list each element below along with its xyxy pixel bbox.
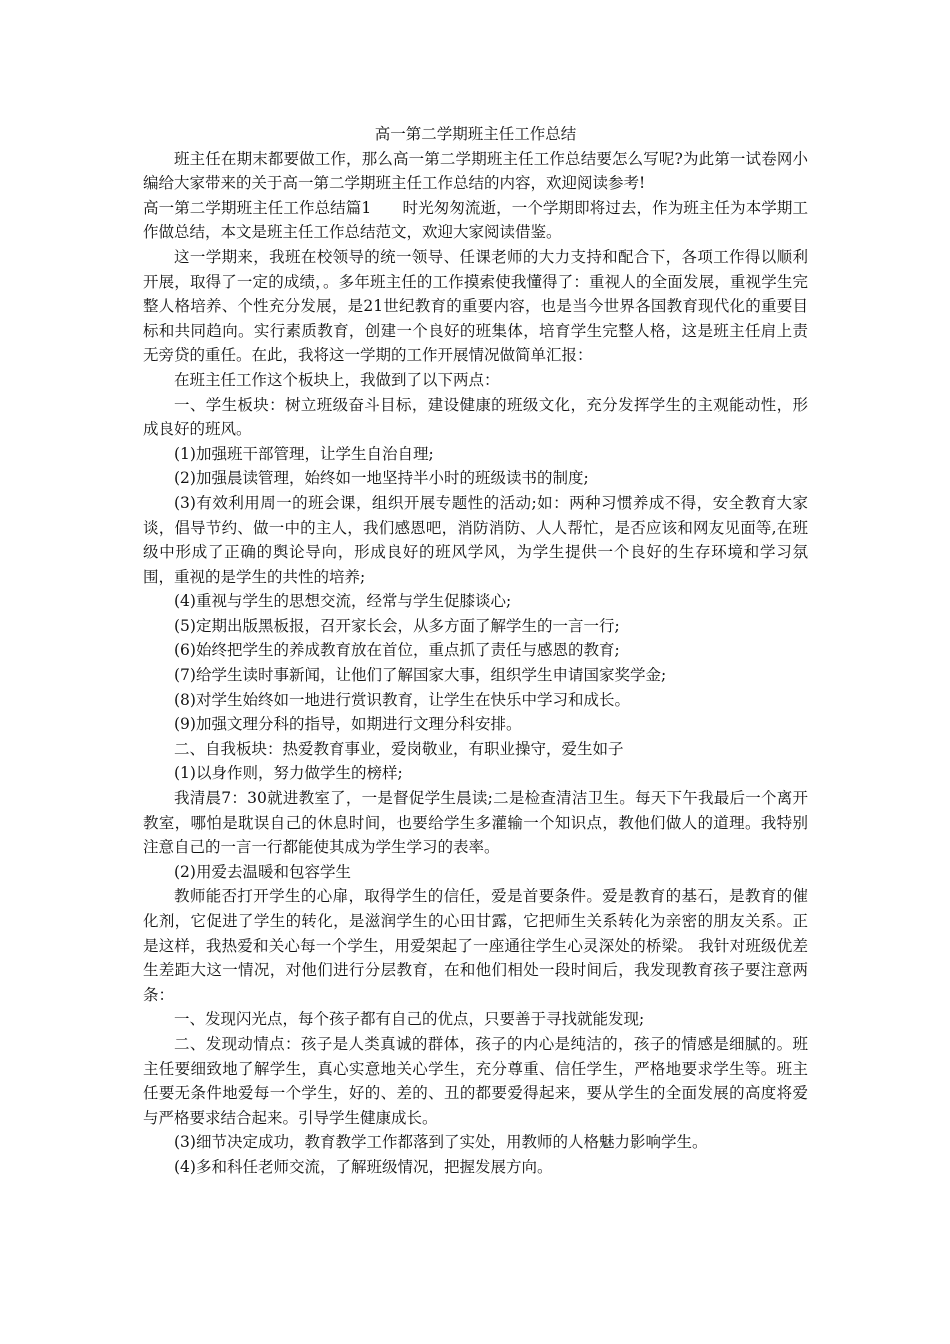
- paragraph: (7)给学生读时事新闻，让他们了解国家大事，组织学生申请国家奖学金;: [174, 666, 667, 685]
- paragraph: (6)始终把学生的养成教育放在首位，重点抓了责任与感恩的教育;: [174, 641, 620, 660]
- paragraph: 我清晨7：30就进教室了，一是督促学生晨读;二是检查清洁卫生。每天下午我最后一个离开教室，哪怕是耽误自己的休息时间，也要给学生多灌输一个知识点，教他们做人的道理。我特别注意自己的一言一行都能使其成为学生学习的表率。: [143, 789, 808, 857]
- paragraph: 教师能否打开学生的心扉，取得学生的信任，爱是首要条件。爱是教育的基石，是教育的催化剂，它促进了学生的转化，是滋润学生的心田甘露，它把师生关系转化为亲密的朋友关系。正是这样，我热爱和关心每一个学生，用爱架起了一座通往学生心灵深处的桥梁。 我针对班级优差生差距大这一情况，对他们进行分层教育，在和他们相处一段时间后，我发现教育孩子要注意两条：: [143, 887, 808, 1004]
- paragraph: 班主任在期末都要做工作，那么高一第二学期班主任工作总结要怎么写呢?为此第一试卷网小编给大家带来的关于高一第二学期班主任工作总结的内容，欢迎阅读参考!: [143, 149, 808, 193]
- paragraph: (4)多和科任老师交流，了解班级情况，把握发展方向。: [174, 1157, 553, 1176]
- paragraph: 一、学生板块：树立班级奋斗目标，建设健康的班级文化，充分发挥学生的主观能动性，形成良好的班风。: [143, 395, 808, 439]
- paragraph: (8)对学生始终如一地进行赏识教育，让学生在快乐中学习和成长。: [174, 690, 630, 709]
- paragraph: (1)加强班干部管理，让学生自治自理;: [174, 444, 434, 463]
- paragraph: (4)重视与学生的思想交流，经常与学生促膝谈心;: [174, 592, 512, 611]
- paragraph: (9)加强文理分科的指导，如期进行文理分科安排。: [174, 715, 522, 734]
- paragraph: 在班主任工作这个板块上，我做到了以下两点：: [174, 370, 500, 389]
- document-page: [143, 122, 808, 1180]
- paragraph: (3)有效利用周一的班会课，组织开展专题性的活动;如：两种习惯养成不得，安全教育大家谈，倡导节约、做一中的主人，我们感恩吧，消防消防、人人帮忙，是否应该和网友见面等,在班级中形成了正确的舆论导向，形成良好的班风学风，为学生提供一个良好的生存环境和学习氛围，重视的是学生的共性的培养;: [143, 493, 808, 586]
- paragraph: (2)加强晨读管理，始终如一地坚持半小时的班级读书的制度;: [174, 469, 589, 488]
- paragraph: 一、发现闪光点，每个孩子都有自己的优点，只要善于寻找就能发现;: [174, 1010, 645, 1029]
- paragraph: (1)以身作则，努力做学生的榜样;: [174, 764, 403, 783]
- paragraph: (5)定期出版黑板报，召开家长会，从多方面了解学生的一言一行;: [174, 616, 620, 635]
- paragraph: 二、自我板块：热爱教育事业，爱岗敬业，有职业操守，爱生如子: [174, 739, 624, 758]
- paragraph: 这一学期来，我班在校领导的统一领导、任课老师的大力支持和配合下，各项工作得以顺利开展，取得了一定的成绩，。多年班主任的工作摸索使我懂得了：重视人的全面发展，重视学生完整人格培养、个性充分发展，是21世纪教育的重要内容，也是当今世界各国教育现代化的重要目标和共同趋向。实行素质教育，创建一个良好的班集体，培育学生完整人格，这是班主任肩上责无旁贷的重任。在此，我将这一学期的工作开展情况做简单汇报：: [143, 247, 808, 365]
- document-body: [143, 147, 808, 1180]
- paragraph: (3)细节决定成功，教育教学工作都落到了实处，用教师的人格魅力影响学生。: [174, 1133, 708, 1152]
- paragraph: (2)用爱去温暖和包容学生: [174, 862, 351, 881]
- paragraph: 高一第二学期班主任工作总结篇1 时光匆匆流逝，一个学期即将过去，作为班主任为本学期工作做总结，本文是班主任工作总结范文，欢迎大家阅读借鉴。: [143, 198, 808, 242]
- paragraph: 二、发现动情点：孩子是人类真诚的群体，孩子的内心是纯洁的，孩子的情感是细腻的。班主任要细致地了解学生，真心实意地关心学生，充分尊重、信任学生，严格地要求学生等。班主任要无条件地爱每一个学生，好的、差的、丑的都要爱得起来，要从学生的全面发展的高度将爱与严格要求结合起来。引导学生健康成长。: [143, 1034, 808, 1127]
- document-title: 高一第二学期班主任工作总结: [374, 125, 577, 143]
